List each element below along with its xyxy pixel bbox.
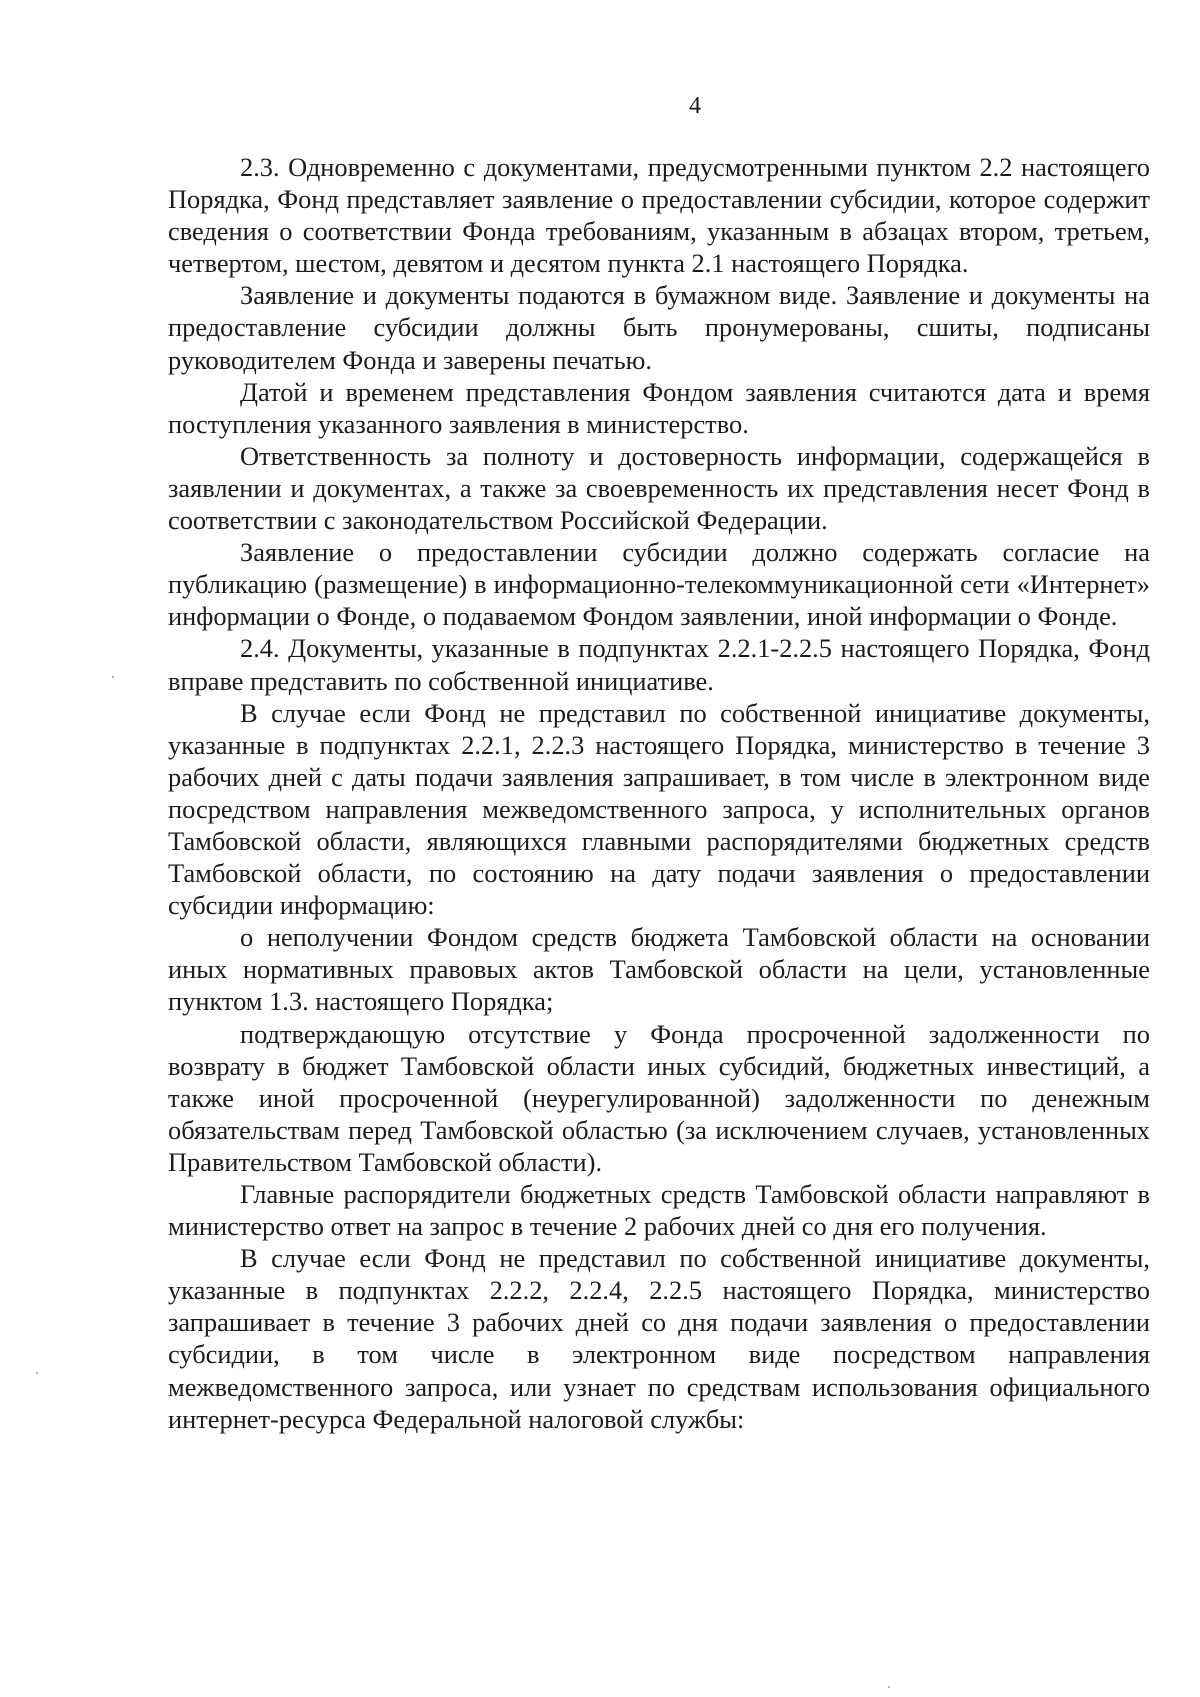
paragraph-tax-service: В случае если Фонд не представил по собственной инициативе документы, указанные в подпунктах 2.2.2, 2.2.4, 2.2.5 настоящего Порядка, министерство запрашивает в течение 3 рабочих дней со дня подачи заявления о предоставлении субсидии, в том числе в электронном виде посредством направления межведомственного запроса, или узнает по средствам использования официального интернет-ресурса Федеральной налоговой службы: [168, 1243, 1150, 1434]
paragraph-responsibility: Ответственность за полноту и достоверность информации, содержащейся в заявлении и документах, а также за своевременность их представления несет Фонд в соответствии с законодательством Российской Федерации. [168, 440, 1150, 536]
paragraph-interagency-request: В случае если Фонд не представил по собственной инициативе документы, указанные в подпунктах 2.2.1, 2.2.3 настоящего Порядка, министерство в течение 3 рабочих дней с даты подачи заявления запрашивает, в том числе в электронном виде посредством направления межведомственного запроса, у исполнительных органов Тамбовской области, являющихся главными распорядителями бюджетных средств Тамбовской области, по состоянию на дату подачи заявления о предоставлении субсидии информацию: [168, 697, 1150, 921]
scan-speck [36, 1372, 38, 1374]
paragraph-paper-form: Заявление и документы подаются в бумажном виде. Заявление и документы на предоставление субсидии должны быть пронумерованы, сшиты, подписаны руководителем Фонда и заверены печатью. [168, 280, 1150, 375]
paragraph-2-3: 2.3. Одновременно с документами, предусмотренными пунктом 2.2 настоящего Порядка, Фонд представляет заявление о предоставлении субсидии, которое содержит сведения о соответствии Фонда требованиям, указанным в абзацах втором, третьем, четвертом, шестом, девятом и десятом пункта 2.1 настоящего Порядка. [168, 152, 1150, 279]
paragraph-publication-consent: Заявление о предоставлении субсидии должно содержать согласие на публикацию (размещение) в информационно-телекоммуникационной сети «Интернет» информации о Фонде, о подаваемом Фондом заявлении, иной информации о Фонде. [168, 537, 1150, 632]
paragraph-2-4: 2.4. Документы, указанные в подпунктах 2.2.1-2.2.5 настоящего Порядка, Фонд вправе представить по собственной инициативе. [168, 633, 1150, 696]
paragraph-non-receipt: о неполучении Фондом средств бюджета Тамбовской области на основании иных нормативных правовых актов Тамбовской области на цели, установленные пунктом 1.3. настоящего Порядка; [168, 922, 1150, 1017]
paragraph-submission-date: Датой и временем представления Фондом заявления считаются дата и время поступления указанного заявления в министерство. [168, 376, 1150, 439]
document-body [168, 151, 1150, 1435]
scan-speck [888, 1686, 890, 1688]
paragraph-no-debt: подтверждающую отсутствие у Фонда просроченной задолженности по возврату в бюджет Тамбовской области иных субсидий, бюджетных инвестиций, а также иной просроченной (неурегулированной) задолженности по денежным обязательствам перед Тамбовской областью (за исключением случаев, установленных Правительством Тамбовской области). [168, 1018, 1150, 1177]
paragraph-response-term: Главные распорядители бюджетных средств Тамбовской области направляют в министерство ответ на запрос в течение 2 рабочих дней со дня его получения. [168, 1179, 1150, 1242]
page-number: 4 [689, 93, 701, 119]
scan-speck [112, 676, 114, 678]
